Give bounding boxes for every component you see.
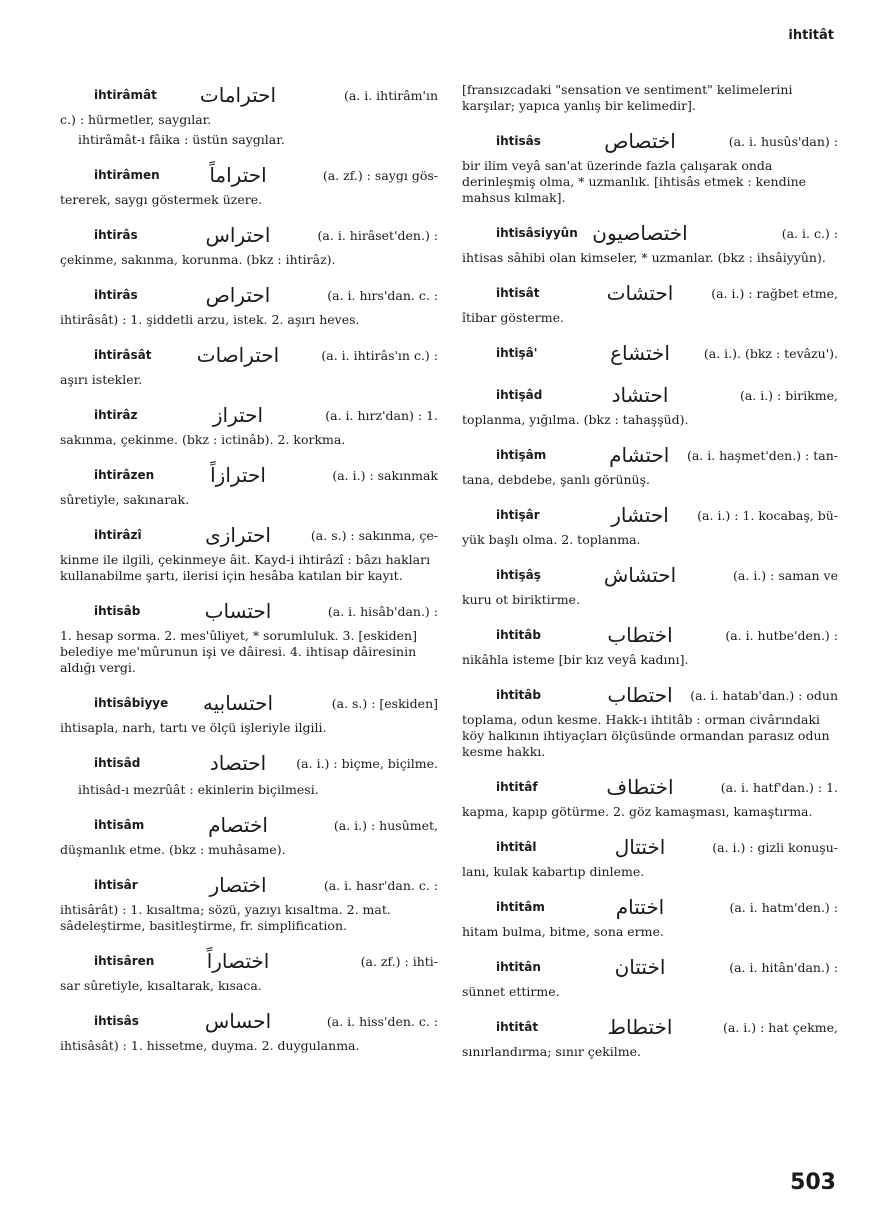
entry-head-row	[60, 810, 438, 840]
headword: ihtisâd	[94, 756, 141, 770]
definition: kuru ot biriktirme.	[462, 592, 580, 607]
etymology: (a. i. hiss'den. c. :	[326, 1013, 438, 1029]
headword: ihtitâb	[496, 688, 541, 702]
entry-head-row	[462, 218, 838, 248]
headword: ihtitân	[496, 960, 541, 974]
etymology: (a. i.) : rağbet etme,	[711, 285, 838, 301]
etymology: (a. i. haşmet'den.) : tan-	[686, 447, 838, 463]
dictionary-entry	[462, 1012, 838, 1060]
arabic-script: احتراس	[205, 223, 271, 247]
dictionary-entry	[60, 460, 438, 508]
arabic-script: احترازاً	[210, 463, 266, 487]
headword: ihtişâ'	[496, 346, 538, 360]
definition: nikâhla isteme [bir kız veyâ kadını].	[462, 652, 689, 667]
definition: kapma, kapıp götürme. 2. göz kamaşması, kamaştırma.	[462, 804, 813, 819]
definition: toplama, odun kesme. Hakk-ı ihtitâb : orman civârındaki köy halkının ihtiyaçları ölçüsünde ormandan parasız odun kesme hakkı.	[462, 712, 830, 759]
headword: ihtisâren	[94, 954, 155, 968]
arabic-script: اختشاع	[610, 341, 670, 365]
headword: ihtisâs	[496, 134, 541, 148]
dictionary-entry	[462, 338, 838, 368]
headword: ihtisâr	[94, 878, 138, 892]
arabic-script: اختتال	[614, 835, 666, 859]
definition: sar sûretiyle, kısaltarak, kısaca.	[60, 978, 262, 993]
etymology: (a. i. hırz'dan) : 1.	[325, 407, 438, 423]
headword: ihtişâş	[496, 568, 541, 582]
headword: ihtitâf	[496, 780, 538, 794]
arabic-script: احساس	[204, 1009, 272, 1033]
arabic-script: احتشاش	[603, 563, 677, 587]
etymology: (a. i.) : 1. kocabaş, bü-	[697, 507, 838, 523]
definition: sınırlandırma; sınır çekilme.	[462, 1044, 642, 1059]
arabic-script: اختتان	[614, 955, 666, 979]
entry-head-row	[60, 220, 438, 250]
etymology: (a. i. hırs'dan. c. :	[327, 287, 438, 303]
arabic-script: احتراز	[212, 403, 264, 427]
definition: ihtisâsât) : 1. hissetme, duyma. 2. duygulanma.	[60, 1038, 360, 1053]
arabic-script: احتراص	[205, 283, 271, 307]
headword: ihtisâbiyye	[94, 696, 169, 710]
etymology: (a. i. hatm'den.) :	[729, 899, 838, 915]
definition: sûretiyle, sakınarak.	[60, 492, 190, 507]
dictionary-entry	[462, 892, 838, 940]
dictionary-entry	[462, 82, 838, 114]
headword: ihtitâb	[496, 628, 541, 642]
arabic-script: احتراصات	[196, 343, 280, 367]
definition: düşmanlık etme. (bkz : muhâsame).	[60, 842, 286, 857]
arabic-script: احتسابیه	[202, 691, 274, 715]
etymology: (a. s.) : [eskiden]	[331, 695, 438, 711]
definition: kinme ile ilgili, çekinmeye âit. Kayd-i ihtirâzî : bâzı hakları kullanabilme şartı, ilerisi için hesâba katılan bir kayıt.	[60, 552, 431, 583]
dictionary-entry	[462, 560, 838, 608]
etymology: (a. i. hitân'dan.) :	[729, 959, 838, 975]
etymology: (a. i.) : sakınmak	[332, 467, 438, 483]
entry-head-row	[60, 870, 438, 900]
dictionary-entry	[462, 772, 838, 820]
arabic-script: اختطاف	[606, 775, 674, 799]
definition: aşırı istekler.	[60, 372, 143, 387]
dictionary-entry	[60, 220, 438, 268]
arabic-script: احترامات	[199, 83, 277, 107]
etymology: (a. i. hatf'dan.) : 1.	[720, 779, 838, 795]
etymology: (a. i.) : birikme,	[739, 387, 838, 403]
entry-head-row	[60, 80, 438, 110]
entry-head-row	[462, 952, 838, 982]
entry-head-row	[462, 338, 838, 368]
definition: sakınma, çekinme. (bkz : ictinâb). 2. korkma.	[60, 432, 346, 447]
entry-head-row	[60, 520, 438, 550]
dictionary-entry	[462, 500, 838, 548]
etymology: (a. i.) : saman ve	[733, 567, 838, 583]
headword: ihtişâd	[496, 388, 543, 402]
headword: ihtirâmen	[94, 168, 160, 182]
entry-head-row	[462, 380, 838, 410]
arabic-script: اختطاب	[607, 623, 673, 647]
dictionary-entry	[462, 620, 838, 668]
definition: c.) : hürmetler, saygılar.	[60, 112, 212, 127]
arabic-script: اختصاص	[604, 129, 676, 153]
subentry: ihtirâmât-ı fâika : üstün saygılar.	[78, 132, 285, 147]
dictionary-entry	[462, 126, 838, 206]
definition: ihtisas sâhibi olan kimseler, * uzmanlar. (bkz : ihsâiyyûn).	[462, 250, 826, 265]
arabic-script: احتشات	[606, 281, 674, 305]
definition: tana, debdebe, şanlı görünüş.	[462, 472, 651, 487]
headword: ihtitât	[496, 1020, 539, 1034]
entry-head-row	[60, 280, 438, 310]
etymology: (a. i. c.) :	[781, 225, 838, 241]
dictionary-entry	[60, 810, 438, 858]
entry-head-row	[462, 500, 838, 530]
arabic-script: احتطاب	[607, 683, 673, 707]
dictionary-entry	[60, 688, 438, 736]
entry-head-row	[462, 772, 838, 802]
definition: bir ilim veyâ san'at üzerinde fazla çalışarak onda derinleşmiş olma, * uzmanlık. [ihtisâs etmek : kendine mahsus kılmak].	[462, 158, 807, 205]
arabic-script: احترازی	[205, 523, 271, 547]
entry-head-row	[462, 892, 838, 922]
dictionary-entry	[60, 596, 438, 676]
entry-head-row	[462, 440, 838, 470]
arabic-script: احتصاد	[209, 751, 267, 775]
dictionary-entry	[60, 946, 438, 994]
definition: toplanma, yığılma. (bkz : tahaşşüd).	[462, 412, 689, 427]
entry-head-row	[462, 126, 838, 156]
dictionary-entry	[60, 520, 438, 584]
arabic-script: احتشار	[611, 503, 669, 527]
entry-head-row	[462, 832, 838, 862]
entry-head-row	[60, 400, 438, 430]
dictionary-entry	[462, 380, 838, 428]
entry-head-row	[60, 748, 438, 778]
definition: ihtirâsât) : 1. şiddetli arzu, istek. 2. aşırı heves.	[60, 312, 360, 327]
entry-head-row	[462, 1012, 838, 1042]
dictionary-entry	[60, 160, 438, 208]
dictionary-entry	[462, 278, 838, 326]
dictionary-entry	[60, 870, 438, 934]
dictionary-entry	[60, 1006, 438, 1054]
dictionary-entry	[462, 440, 838, 488]
etymology: (a. i. hatab'dan.) : odun	[690, 687, 838, 703]
entry-head-row	[60, 460, 438, 490]
headword: ihtisâb	[94, 604, 141, 618]
etymology: (a. i. ihtirâs'ın c.) :	[321, 347, 438, 363]
definition: tererek, saygı göstermek üzere.	[60, 192, 263, 207]
etymology: (a. i. ihtirâm'ın	[343, 87, 438, 103]
headword: ihtişâm	[496, 448, 547, 462]
definition: [fransızcadaki "sensation ve sentiment" kelimelerini karşılar; yapıca yanlış bir kelimedir].	[462, 82, 793, 113]
headword: ihtirâs	[94, 288, 138, 302]
entry-head-row	[60, 1006, 438, 1036]
etymology: (a. i. hisâb'dan.) :	[327, 603, 438, 619]
dictionary-entry	[462, 952, 838, 1000]
dictionary-entry	[60, 400, 438, 448]
etymology: (a. i.) : biçme, biçilme.	[296, 755, 438, 771]
dictionary-entry	[462, 680, 838, 760]
subentry: ihtisâd-ı mezrûât : ekinlerin biçilmesi.	[78, 782, 319, 797]
headword: ihtisâm	[94, 818, 145, 832]
arabic-script: اختتام	[615, 895, 665, 919]
entry-head-row	[60, 160, 438, 190]
etymology: (a. i.) : hat çekme,	[723, 1019, 838, 1035]
arabic-script: احتراماً	[209, 163, 267, 187]
headword: ihtirâsât	[94, 348, 152, 362]
dictionary-entry	[60, 340, 438, 388]
definition: çekinme, sakınma, korunma. (bkz : ihtirâz).	[60, 252, 336, 267]
dictionary-entry	[60, 748, 438, 798]
definition: 1. hesap sorma. 2. mes'ûliyet, * sorumluluk. 3. [eskiden] belediye me'mûrunun işi ve dâiresi. 4. ihtisap dâiresinin aldığı vergi.	[60, 628, 417, 675]
entry-head-row	[60, 340, 438, 370]
headword: ihtişâr	[496, 508, 540, 522]
headword: ihtisâsiyyûn	[496, 226, 578, 240]
headword: ihtirâs	[94, 228, 138, 242]
definition: ihtisârât) : 1. kısaltma; sözü, yazıyı kısaltma. 2. mat. sâdeleştirme, basitleştirme, fr. simplification.	[60, 902, 391, 933]
etymology: (a. zf.) : saygı gös-	[322, 167, 438, 183]
definition: sünnet ettirme.	[462, 984, 560, 999]
page-number: 503	[790, 1170, 836, 1195]
entry-head-row	[462, 278, 838, 308]
etymology: (a. i. hutbe'den.) :	[725, 627, 838, 643]
headword: ihtirâzî	[94, 528, 142, 542]
etymology: (a. i. husûs'dan) :	[728, 133, 838, 149]
dictionary-entry	[462, 832, 838, 880]
headword: ihtisât	[496, 286, 540, 300]
headword: ihtirâmât	[94, 88, 157, 102]
headword: ihtitâm	[496, 900, 545, 914]
arabic-script: اختطاط	[607, 1015, 673, 1039]
definition: ihtisapla, narh, tartı ve ölçü işleriyle ilgili.	[60, 720, 327, 735]
entry-head-row	[462, 680, 838, 710]
dictionary-entry	[60, 80, 438, 148]
etymology: (a. i.) : husûmet,	[333, 817, 438, 833]
definition: hitam bulma, bitme, sona erme.	[462, 924, 664, 939]
definition: yük başlı olma. 2. toplanma.	[462, 532, 641, 547]
left-column	[60, 80, 438, 1066]
definition: îtibar gösterme.	[462, 310, 564, 325]
etymology: (a. i.). (bkz : tevâzu').	[703, 345, 838, 361]
arabic-script: اختصاصیون	[592, 221, 688, 245]
etymology: (a. i. hirâset'den.) :	[317, 227, 438, 243]
headword: ihtisâs	[94, 1014, 139, 1028]
etymology: (a. zf.) : ihti-	[360, 953, 438, 969]
arabic-script: اختصاراً	[206, 949, 270, 973]
headword: ihtirâzen	[94, 468, 155, 482]
arabic-script: اختصام	[208, 813, 268, 837]
etymology: (a. i.) : gizli konuşu-	[712, 839, 838, 855]
arabic-script: احتشام	[609, 443, 670, 467]
arabic-script: اختصار	[209, 873, 267, 897]
entry-head-row	[462, 620, 838, 650]
right-column	[462, 80, 838, 1072]
etymology: (a. i. hasr'dan. c. :	[323, 877, 438, 893]
entry-head-row	[60, 688, 438, 718]
dictionary-entry	[60, 280, 438, 328]
entry-head-row	[462, 560, 838, 590]
running-head: ihtitât	[788, 28, 834, 43]
headword: ihtirâz	[94, 408, 138, 422]
arabic-script: احتشاد	[611, 383, 669, 407]
headword: ihtitâl	[496, 840, 537, 854]
dictionary-entry	[462, 218, 838, 266]
entry-head-row	[60, 596, 438, 626]
entry-head-row	[60, 946, 438, 976]
definition: lanı, kulak kabartıp dinleme.	[462, 864, 645, 879]
arabic-script: احتساب	[204, 599, 272, 623]
etymology: (a. s.) : sakınma, çe-	[310, 527, 438, 543]
